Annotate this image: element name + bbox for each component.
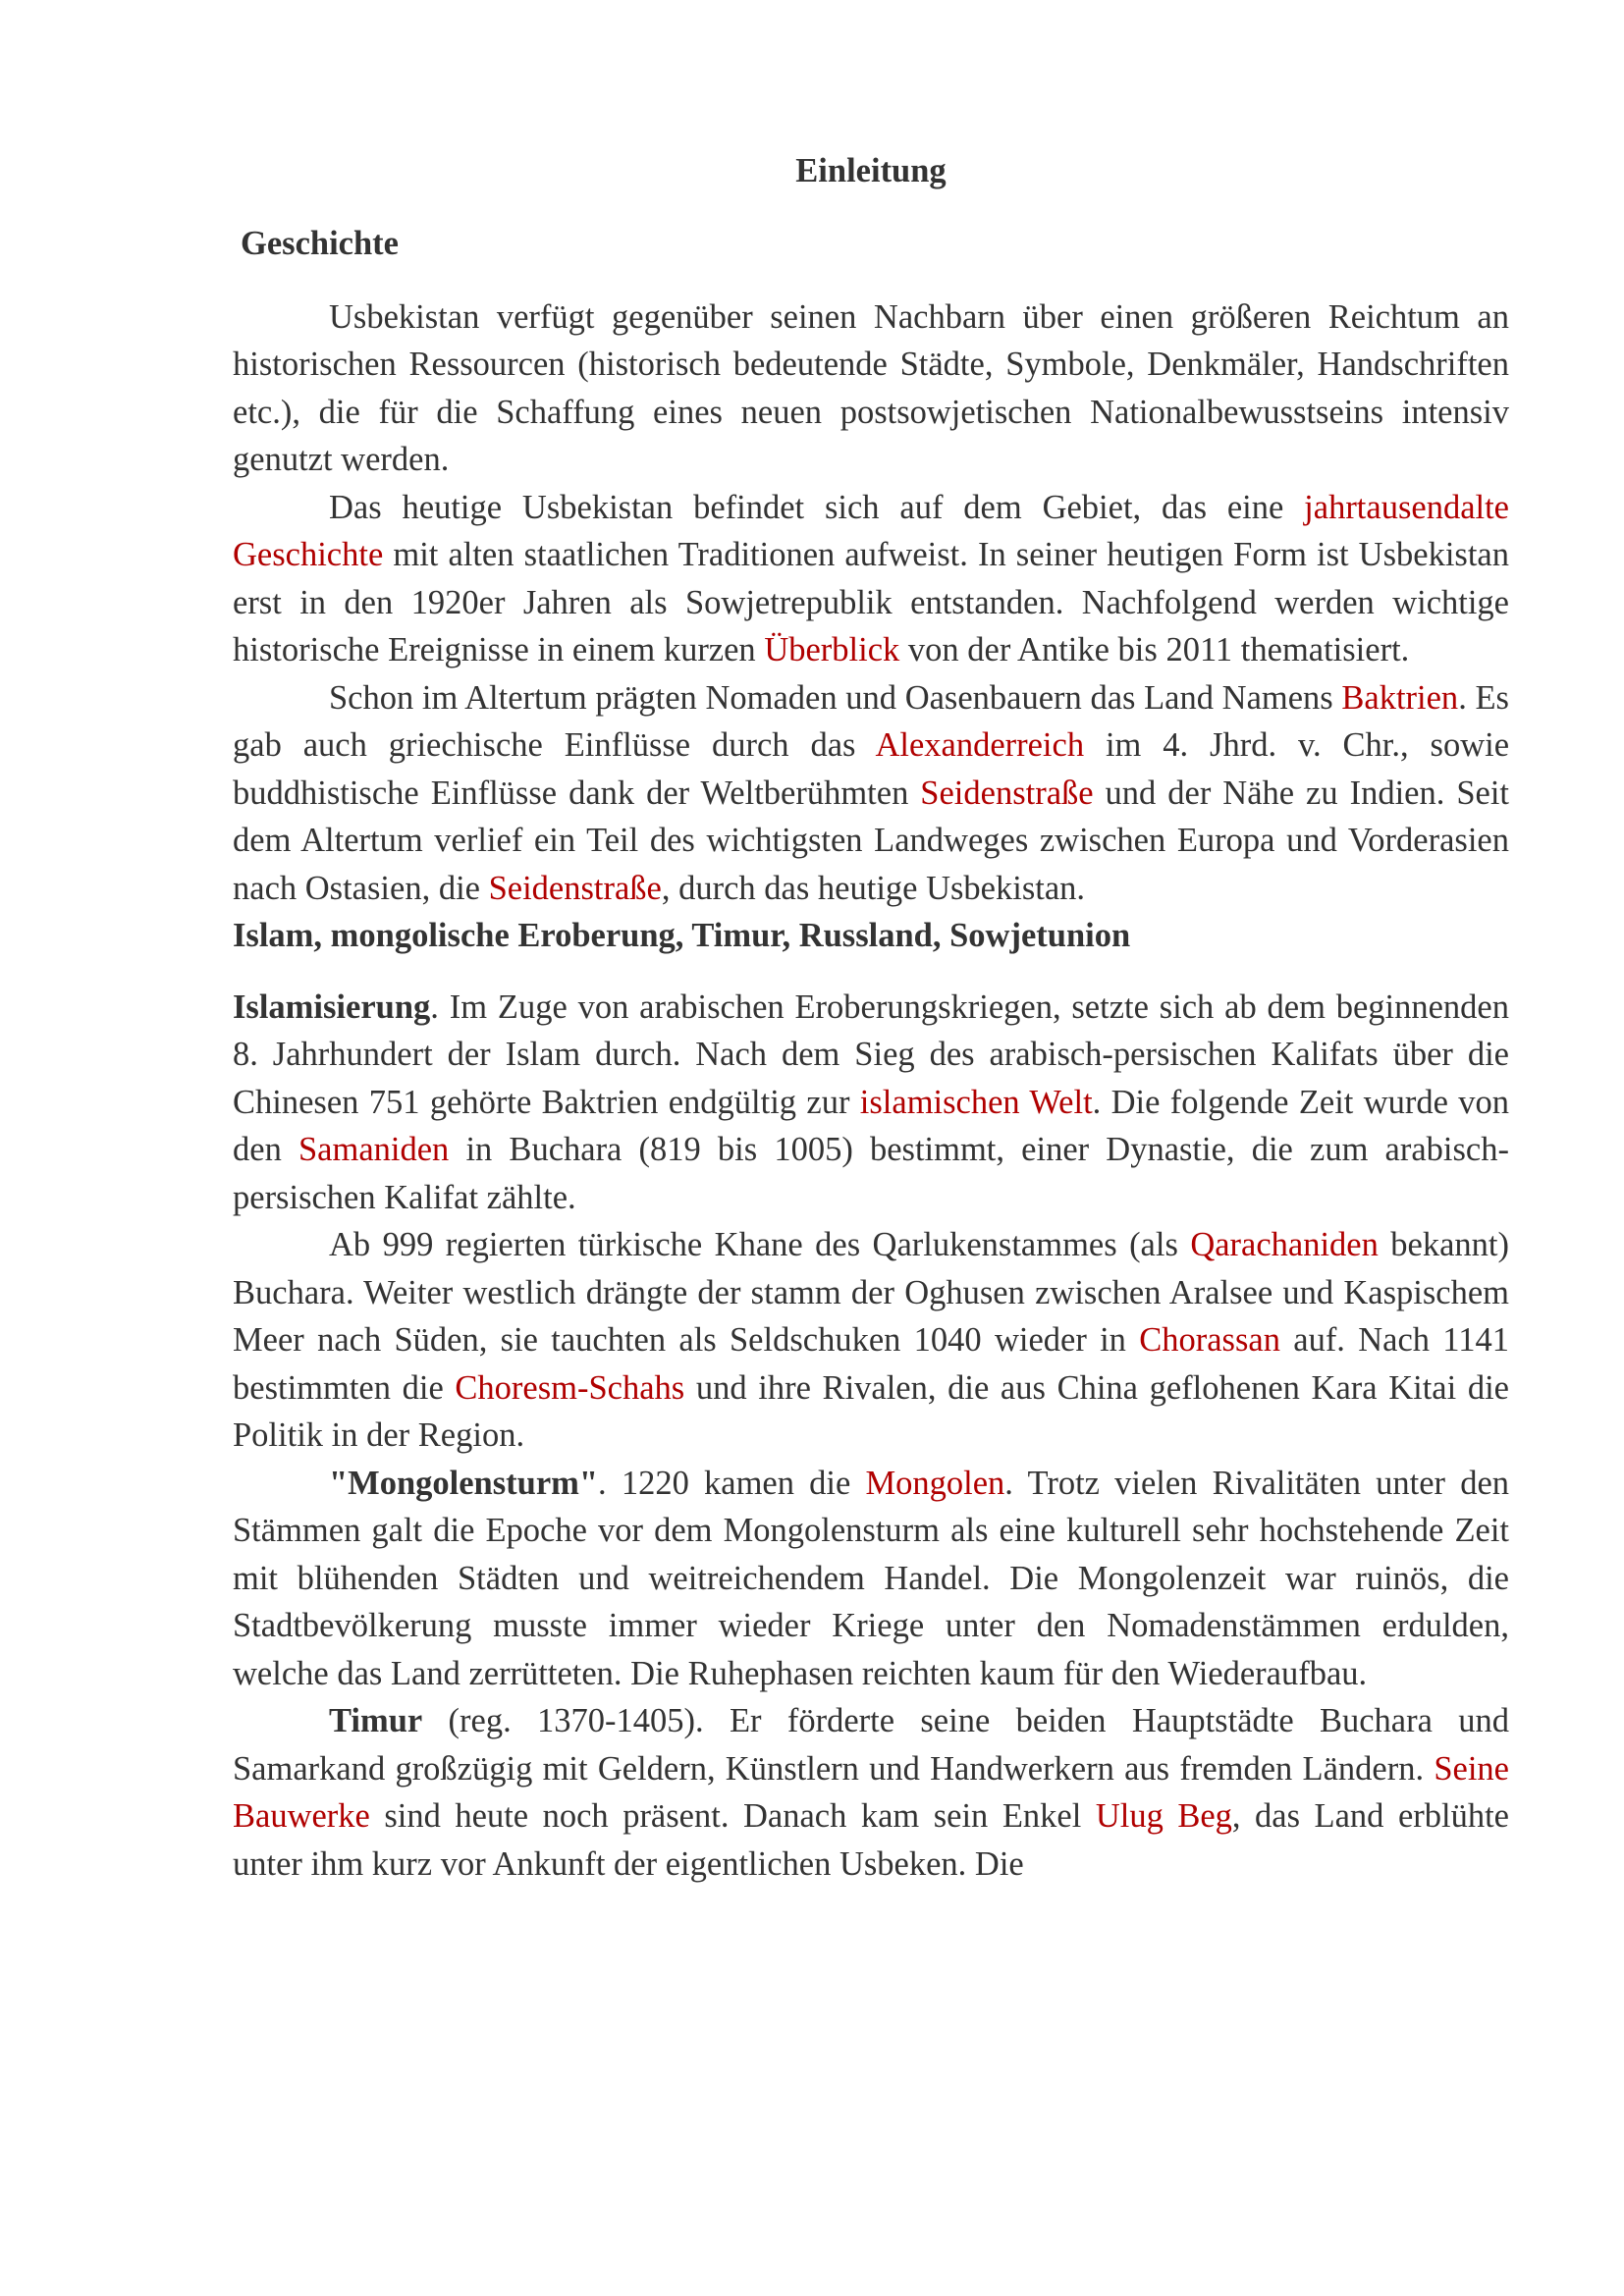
paragraph-group-geschichte xyxy=(233,294,1509,913)
hyperlink[interactable]: Seidenstraße xyxy=(920,774,1094,812)
paragraph-text: sind heute noch präsent. Danach kam sein Enkel xyxy=(369,1797,1096,1835)
paragraph-text: auf. Nach 1141 bestimmten die xyxy=(233,1321,1510,1407)
hyperlink[interactable]: Choresm-Schahs xyxy=(455,1368,685,1407)
hyperlink[interactable]: Samaniden xyxy=(298,1131,450,1168)
paragraph-text: . Es gab auch griechische Einflüsse durch das xyxy=(233,678,1509,764)
paragraph xyxy=(233,1460,1509,1698)
paragraph xyxy=(233,1697,1509,1888)
paragraph-text: von der Antike bis 2011 thematisiert. xyxy=(899,631,1410,668)
paragraph-text: . 1220 kamen die xyxy=(598,1464,866,1502)
paragraph xyxy=(233,294,1509,484)
hyperlink[interactable]: Seine Bauwerke xyxy=(233,1749,1509,1835)
paragraph-text: , durch das heutige Usbekistan. xyxy=(661,869,1086,907)
document-title: Einleitung xyxy=(795,152,947,189)
paragraph-text: und ihre Rivalen, die aus China geflohenen Kara Kitai die Politik in der Region. xyxy=(233,1368,1509,1454)
paragraph-text: im 4. Jhrd. v. Chr., sowie buddhistische Einflüsse dank der Weltberühmten xyxy=(233,726,1510,812)
hyperlink[interactable]: Überblick xyxy=(764,631,900,668)
paragraph-text: bekannt) Buchara. Weiter westlich drängte der stamm der Oghusen zwischen Aralsee und Kaspischem Meer nach Süden, sie tauchten als Seldschuken 1040 wieder in xyxy=(233,1226,1509,1359)
paragraph-text: Das heutige Usbekistan befindet sich auf dem Gebiet, das eine xyxy=(329,488,1305,526)
hyperlink[interactable]: Mongolen xyxy=(865,1464,1005,1502)
bold-term: Islamisierung xyxy=(233,988,431,1026)
paragraph-group-islam xyxy=(233,984,1509,1889)
hyperlink[interactable]: Qarachaniden xyxy=(1190,1226,1379,1263)
document-page xyxy=(233,147,1509,1888)
paragraph-text: . Trotz vielen Rivalitäten unter den Stämmen galt die Epoche vor dem Mongolensturm als eine kulturell sehr hochstehende Zeit mit blühenden Städten und weitreichendem Handel. Die Mongolenzeit war ruinös, die Stadtbevölkerung musste immer wieder Kriege unter den Nomadenstämmen erdulden, welche das Land zerrütteten. Die Ruhephasen reichten kaum für den Wiederaufbau. xyxy=(233,1464,1510,1692)
paragraph-text: Schon im Altertum prägten Nomaden und Oasenbauern das Land Namens xyxy=(329,678,1342,717)
paragraph-text: . Die folgende Zeit wurde von den xyxy=(233,1083,1510,1168)
paragraph xyxy=(233,484,1509,674)
hyperlink[interactable]: Baktrien xyxy=(1341,678,1459,717)
paragraph xyxy=(233,984,1509,1222)
paragraph xyxy=(233,674,1509,913)
paragraph-text: in Buchara (819 bis 1005) bestimmt, einer Dynastie, die zum arabisch-persischen Kalifat zählte. xyxy=(233,1131,1509,1216)
paragraph-text: mit alten staatlichen Traditionen aufweist. In seiner heutigen Form ist Usbekistan erst in den 1920er Jahren als Sowjetrepublik entstanden. Nachfolgend werden wichtige historische Ereignisse in einem kurzen xyxy=(233,536,1509,668)
paragraph-text: und der Nähe zu Indien. Seit dem Altertum verlief ein Teil des wichtigsten Landweges zwischen Europa und Vorderasien nach Ostasien, die xyxy=(233,774,1509,907)
hyperlink[interactable]: islamischen Welt xyxy=(859,1083,1093,1121)
paragraph-text: . Im Zuge von arabischen Eroberungskriegen, setzte sich ab dem beginnenden 8. Jahrhundert der Islam durch. Nach dem Sieg des arabisch-persischen Kalifats über die Chinesen 751 gehörte Baktrien endgültig zur xyxy=(233,988,1509,1121)
bold-term: Timur xyxy=(329,1702,423,1739)
section-heading: Geschichte xyxy=(241,225,399,262)
hyperlink[interactable]: Alexanderreich xyxy=(875,726,1085,764)
hyperlink[interactable]: Chorassan xyxy=(1139,1321,1280,1359)
subsection-heading: Islam, mongolische Eroberung, Timur, Russland, Sowjetunion xyxy=(233,917,1131,954)
hyperlink[interactable]: jahrtausendalte Geschichte xyxy=(233,488,1509,573)
paragraph-text: Usbekistan verfügt gegenüber seinen Nachbarn über einen größeren Reichtum an historischen Ressourcen (historisch bedeutende Städte, Symbole, Denkmäler, Handschriften etc.), die für die Schaffung eines neuen postsowjetischen Nationalbewusstseins intensiv genutzt werden. xyxy=(233,297,1509,478)
paragraph-text: (reg. 1370-1405). Er förderte seine beiden Hauptstädte Buchara und Samarkand großzügig mit Geldern, Künstlern und Handwerkern aus fremden Ländern. xyxy=(233,1702,1509,1788)
paragraph xyxy=(233,1221,1509,1460)
paragraph-text: Ab 999 regierten türkische Khane des Qarlukenstammes (als xyxy=(329,1226,1191,1263)
hyperlink[interactable]: Ulug Beg xyxy=(1095,1797,1232,1835)
paragraph-text: , das Land erblühte unter ihm kurz vor Ankunft der eigentlichen Usbeken. Die xyxy=(233,1797,1509,1883)
hyperlink[interactable]: Seidenstraße xyxy=(488,869,662,907)
bold-term: "Mongolensturm" xyxy=(329,1464,599,1502)
